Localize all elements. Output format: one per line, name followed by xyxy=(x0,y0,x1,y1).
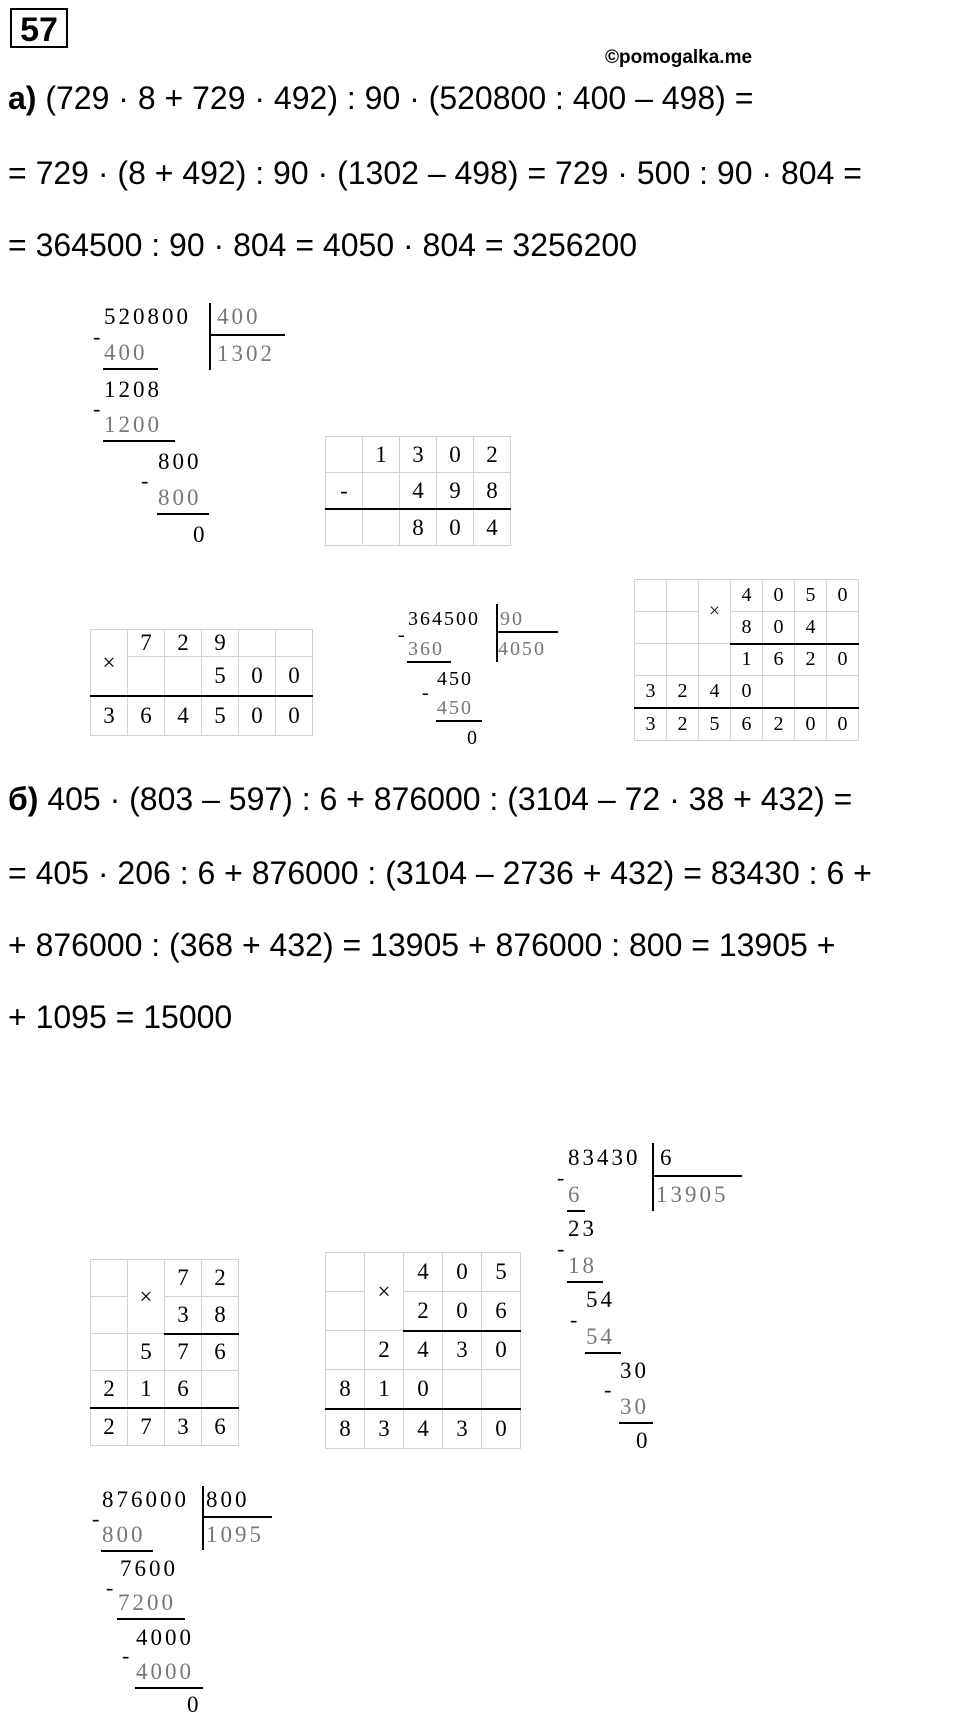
mul1-cell: 3 xyxy=(91,696,128,736)
part-a-line-3: = 364500 : 90 · 804 = 4050 · 804 = 3256200 xyxy=(8,227,637,263)
mul1-cell: 9 xyxy=(202,630,239,657)
part-b-line-1 xyxy=(8,779,852,819)
div2-dividend: 364500 xyxy=(408,608,480,630)
div3-vertical-bar xyxy=(652,1143,654,1211)
mul4-cell: 0 xyxy=(482,1409,521,1449)
mul4-cell: 1 xyxy=(365,1370,404,1410)
div3-step-7: 30 xyxy=(620,1394,649,1419)
mul4-cell: 0 xyxy=(443,1292,482,1331)
sub1-cell xyxy=(326,509,363,546)
div3-step-5: 54 xyxy=(586,1324,615,1349)
mul4-cell: 3 xyxy=(443,1409,482,1449)
mul2-cell xyxy=(827,612,859,644)
div1-quotient: 1302 xyxy=(217,341,275,366)
mul2-cell xyxy=(667,644,699,676)
mul2-cell: 1 xyxy=(731,644,763,676)
mul4-cell: 0 xyxy=(443,1253,482,1292)
sub1-sign: - xyxy=(326,473,363,510)
div1-minus-1: - xyxy=(93,324,101,349)
div1-step-3: 1200 xyxy=(104,412,162,437)
part-b-line-4: + 1095 = 15000 xyxy=(8,999,233,1035)
div1-step-4: 800 xyxy=(158,449,202,474)
subtraction-grid-1302-498 xyxy=(325,436,511,546)
div2-quotient: 4050 xyxy=(498,638,546,660)
div4-vertical-bar xyxy=(202,1486,204,1550)
mul2-cell: 6 xyxy=(763,644,795,676)
mul2-cell: 5 xyxy=(795,580,827,612)
mul4-cell: 4 xyxy=(404,1409,443,1449)
div2-divisor-line xyxy=(496,631,558,633)
div3-step-3: 18 xyxy=(568,1253,597,1278)
multiplication-grid-729-500 xyxy=(90,629,313,736)
mul2-cell xyxy=(667,580,699,612)
mul3-cell: 6 xyxy=(165,1371,202,1409)
mul3-cell: 6 xyxy=(202,1334,239,1371)
mul2-cell xyxy=(699,644,731,676)
div1-vertical-bar xyxy=(209,303,211,370)
mul2-cell: 2 xyxy=(763,708,795,741)
sub1-cell: 4 xyxy=(474,509,511,546)
mul3-cell: 7 xyxy=(128,1408,165,1446)
sub1-cell: 0 xyxy=(437,437,474,473)
div2-step-2: 450 xyxy=(437,668,473,690)
div2-step-1: 360 xyxy=(408,638,444,660)
mul2-cell: 0 xyxy=(763,580,795,612)
mul1-cell: 7 xyxy=(128,630,165,657)
mul4-cell xyxy=(326,1331,365,1370)
sub1-cell: 4 xyxy=(400,473,437,510)
mul3-cell: 7 xyxy=(165,1260,202,1297)
sub1-cell: 1 xyxy=(363,437,400,473)
div2-rule-2 xyxy=(436,720,482,722)
div2-rule-1 xyxy=(407,661,451,663)
div3-dividend: 83430 xyxy=(568,1145,641,1170)
mul4-cell xyxy=(326,1292,365,1331)
div3-minus-4: - xyxy=(604,1377,612,1402)
part-a-line-2: = 729 · (8 + 492) : 90 · (1302 – 498) = 729 · 500 : 90 · 804 = xyxy=(8,155,862,191)
part-b-line-2: = 405 · 206 : 6 + 876000 : (3104 – 2736 + 432) = 83430 : 6 + xyxy=(8,855,872,891)
div2-step-4: 0 xyxy=(467,727,480,749)
div3-step-6: 30 xyxy=(620,1358,649,1383)
part-a-line-1-text: (729 · 8 + 729 · 492) : 90 · (520800 : 400 – 498) = xyxy=(45,80,754,116)
div1-step-5: 800 xyxy=(158,485,202,510)
part-a-label: а) xyxy=(8,80,37,116)
mul4-cell: 3 xyxy=(365,1409,404,1449)
mul2-cell: 8 xyxy=(731,612,763,644)
mul3-cell: 1 xyxy=(128,1371,165,1409)
sub1-cell: 9 xyxy=(437,473,474,510)
mul4-cell: 0 xyxy=(404,1370,443,1410)
mul4-cell: 4 xyxy=(404,1331,443,1370)
div2-step-3: 450 xyxy=(437,697,473,719)
div4-rule-2 xyxy=(117,1618,185,1620)
div3-divisor-line xyxy=(652,1175,742,1177)
mul3-cell: 8 xyxy=(202,1297,239,1334)
mul1-cell xyxy=(128,657,165,697)
mul4-cell: 8 xyxy=(326,1409,365,1449)
div4-minus-1: - xyxy=(92,1506,100,1531)
mul4-cell: 6 xyxy=(482,1292,521,1331)
sub1-cell xyxy=(363,509,400,546)
sub1-cell: 0 xyxy=(437,509,474,546)
sub1-cell: 8 xyxy=(474,473,511,510)
multiplication-grid-4050-804 xyxy=(634,579,859,741)
mul4-cell: 2 xyxy=(365,1331,404,1370)
div1-dividend: 520800 xyxy=(104,304,191,329)
mul3-cell xyxy=(91,1260,128,1297)
mul3-sign: × xyxy=(128,1260,165,1334)
mul1-cell: 0 xyxy=(276,696,313,736)
mul4-cell: 5 xyxy=(482,1253,521,1292)
mul2-cell: 0 xyxy=(763,612,795,644)
div1-step-1: 400 xyxy=(104,340,148,365)
sub1-cell: 3 xyxy=(400,437,437,473)
div3-step-4: 54 xyxy=(586,1287,615,1312)
mul2-cell xyxy=(635,644,667,676)
div4-rule-1 xyxy=(101,1550,153,1552)
div4-step-2: 7600 xyxy=(120,1556,178,1581)
mul4-cell: 4 xyxy=(404,1253,443,1292)
div4-dividend: 876000 xyxy=(102,1487,189,1512)
div3-step-2: 23 xyxy=(568,1216,597,1241)
mul2-cell xyxy=(795,676,827,709)
mul2-cell: 2 xyxy=(667,676,699,709)
mul3-cell xyxy=(91,1297,128,1334)
mul1-cell: 0 xyxy=(276,657,313,697)
div1-divisor-line xyxy=(209,334,285,336)
mul3-cell: 2 xyxy=(202,1260,239,1297)
div3-rule-3 xyxy=(585,1352,621,1354)
mul2-cell xyxy=(635,580,667,612)
mul3-cell: 7 xyxy=(165,1334,202,1371)
div3-rule-2 xyxy=(567,1281,603,1283)
mul1-cell: 6 xyxy=(128,696,165,736)
div1-rule-3 xyxy=(157,513,209,515)
mul2-cell: 6 xyxy=(731,708,763,741)
mul2-cell: 2 xyxy=(667,708,699,741)
mul4-cell xyxy=(326,1253,365,1292)
mul2-cell: 4 xyxy=(731,580,763,612)
mul3-cell: 5 xyxy=(128,1334,165,1371)
task-number: 57 xyxy=(10,8,68,48)
div4-step-5: 4000 xyxy=(136,1659,194,1684)
div3-divisor: 6 xyxy=(660,1145,675,1170)
div1-minus-2: - xyxy=(93,396,101,421)
div4-minus-2: - xyxy=(106,1575,114,1600)
div3-step-1: 6 xyxy=(568,1182,583,1207)
div1-step-6: 0 xyxy=(193,522,208,547)
div3-rule-1 xyxy=(567,1210,585,1212)
part-a-line-1 xyxy=(8,78,753,118)
multiplication-grid-72-38 xyxy=(90,1259,239,1446)
div3-minus-3: - xyxy=(570,1307,578,1332)
sub1-cell: 8 xyxy=(400,509,437,546)
div4-step-6: 0 xyxy=(187,1692,202,1717)
mul4-cell xyxy=(482,1370,521,1410)
mul1-cell: 4 xyxy=(165,696,202,736)
mul2-sign: × xyxy=(699,580,731,644)
div2-minus-2: - xyxy=(422,682,429,704)
sub1-cell xyxy=(363,473,400,510)
mul1-cell: 2 xyxy=(165,630,202,657)
mul4-cell: 2 xyxy=(404,1292,443,1331)
div1-divisor: 400 xyxy=(217,304,261,329)
mul4-cell: 8 xyxy=(326,1370,365,1410)
mul1-cell: 5 xyxy=(202,657,239,697)
mul1-cell: 5 xyxy=(202,696,239,736)
part-b-line-1-text: 405 · (803 – 597) : 6 + 876000 : (3104 – 72 · 38 + 432) = xyxy=(47,781,853,817)
div4-divisor: 800 xyxy=(206,1487,250,1512)
div3-step-8: 0 xyxy=(636,1428,651,1453)
mul3-cell xyxy=(202,1371,239,1409)
div1-rule-1 xyxy=(103,368,158,370)
div4-rule-3 xyxy=(135,1687,203,1689)
div1-minus-3: - xyxy=(141,468,149,493)
div4-quotient: 1095 xyxy=(206,1522,264,1547)
mul3-cell: 3 xyxy=(165,1297,202,1334)
mul2-cell: 4 xyxy=(795,612,827,644)
div3-rule-4 xyxy=(619,1422,653,1424)
mul2-cell: 3 xyxy=(635,708,667,741)
mul2-cell: 0 xyxy=(795,708,827,741)
mul4-sign: × xyxy=(365,1253,404,1331)
div4-minus-3: - xyxy=(122,1643,130,1668)
part-b-line-3: + 876000 : (368 + 432) = 13905 + 876000 : 800 = 13905 + xyxy=(8,927,836,963)
div1-step-2: 1208 xyxy=(104,377,162,402)
sub1-cell: 2 xyxy=(474,437,511,473)
div3-quotient: 13905 xyxy=(656,1182,729,1207)
mul3-cell: 6 xyxy=(202,1408,239,1446)
mul1-cell: 0 xyxy=(239,696,276,736)
mul2-cell: 2 xyxy=(795,644,827,676)
mul4-cell: 3 xyxy=(443,1331,482,1370)
mul2-cell: 4 xyxy=(699,676,731,709)
mul3-cell: 2 xyxy=(91,1371,128,1409)
mul2-cell: 3 xyxy=(635,676,667,709)
mul2-cell: 0 xyxy=(731,676,763,709)
sub1-cell xyxy=(326,437,363,473)
multiplication-grid-405-206 xyxy=(325,1252,521,1449)
div4-divisor-line xyxy=(202,1516,272,1518)
mul1-cell xyxy=(276,630,313,657)
mul3-cell: 2 xyxy=(91,1408,128,1446)
div3-minus-1: - xyxy=(557,1165,565,1190)
div4-step-1: 800 xyxy=(102,1522,146,1547)
mul3-cell xyxy=(91,1334,128,1371)
mul2-cell xyxy=(635,612,667,644)
mul3-cell: 3 xyxy=(165,1408,202,1446)
div2-minus-1: - xyxy=(398,624,405,646)
mul2-cell: 0 xyxy=(827,644,859,676)
mul2-cell: 0 xyxy=(827,708,859,741)
mul4-cell: 0 xyxy=(482,1331,521,1370)
div4-step-4: 4000 xyxy=(136,1625,194,1650)
watermark: ©pomogalka.me xyxy=(605,47,753,68)
mul2-cell: 5 xyxy=(699,708,731,741)
mul2-cell xyxy=(763,676,795,709)
div1-rule-2 xyxy=(103,440,175,442)
mul2-cell xyxy=(827,676,859,709)
div4-step-3: 7200 xyxy=(118,1590,176,1615)
mul2-cell: 0 xyxy=(827,580,859,612)
mul2-cell xyxy=(667,612,699,644)
mul1-sign: × xyxy=(91,630,128,697)
div2-divisor: 90 xyxy=(500,608,524,630)
div3-minus-2: - xyxy=(557,1236,565,1261)
part-b-label: б) xyxy=(8,781,39,817)
mul1-cell xyxy=(165,657,202,697)
mul1-cell xyxy=(239,630,276,657)
mul1-cell: 0 xyxy=(239,657,276,697)
mul4-cell xyxy=(443,1370,482,1410)
